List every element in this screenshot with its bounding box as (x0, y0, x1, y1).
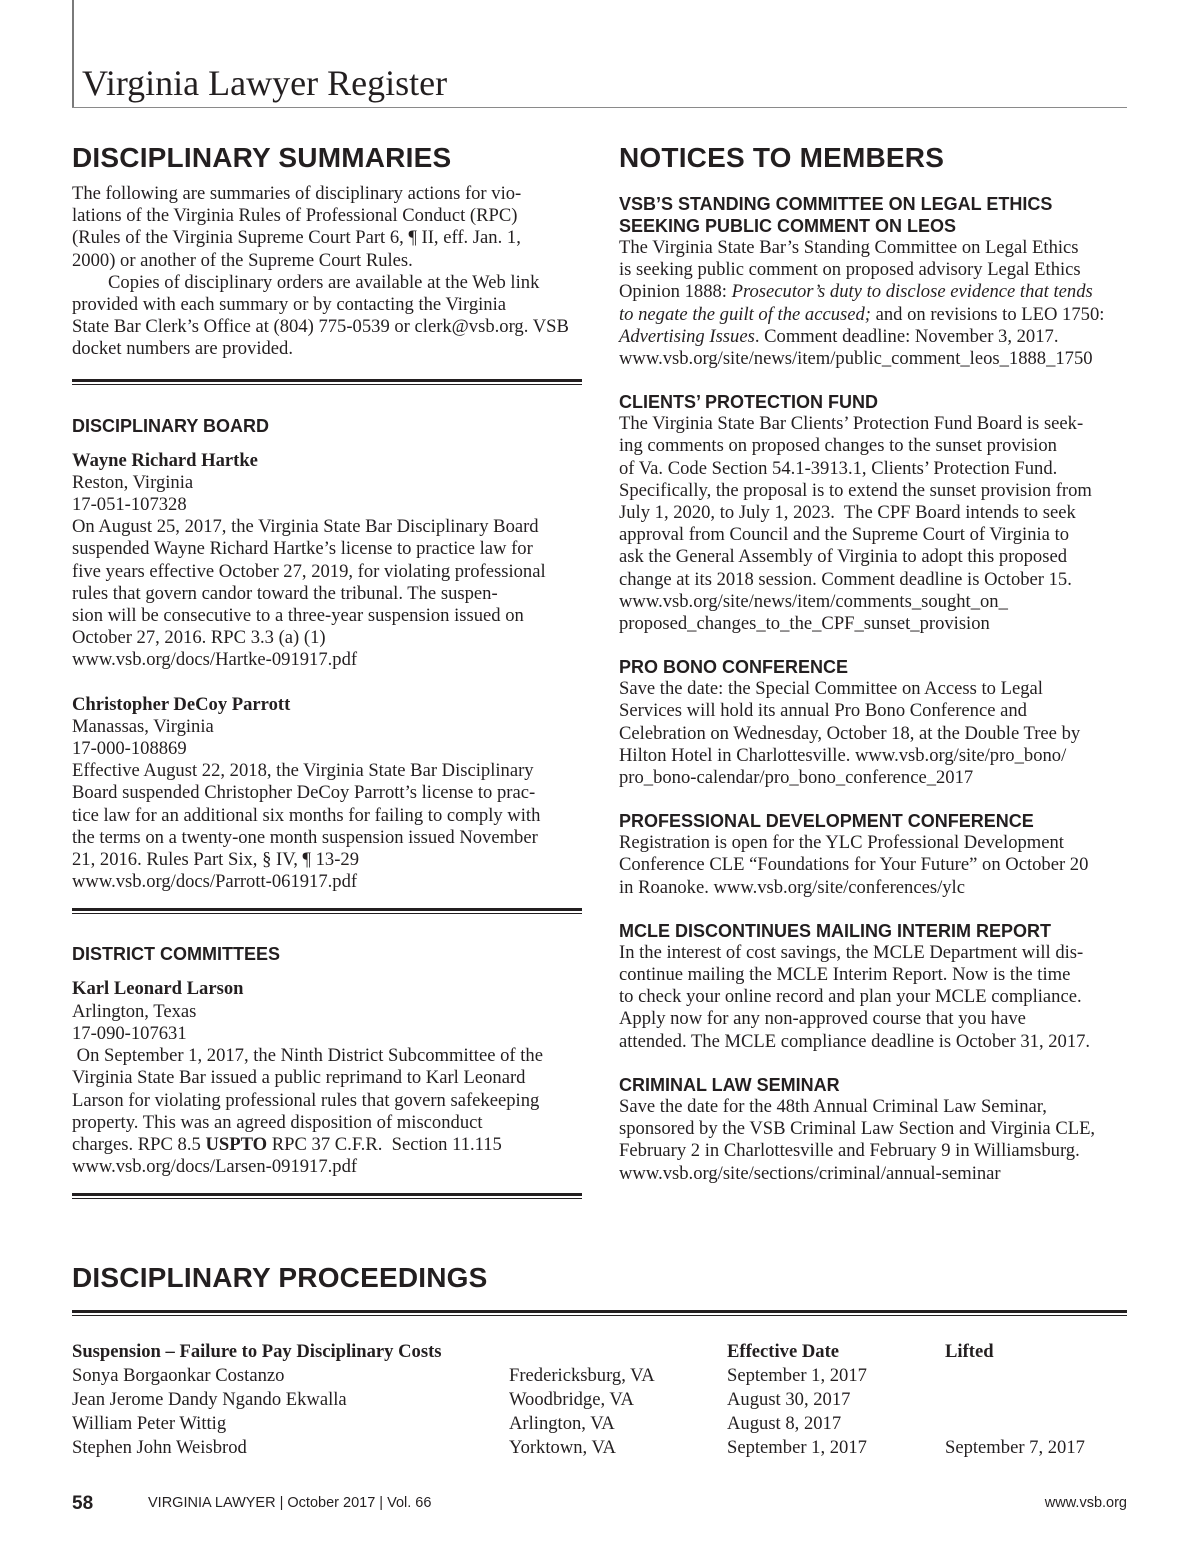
notices-column (619, 136, 1131, 1185)
notice-heading: PROFESSIONAL DEVELOPMENT CONFERENCE (619, 811, 1034, 832)
notice-link[interactable]: www.vsb.org/site/news/item/public_comment_leos_1888_1750 (619, 348, 1093, 370)
website-link[interactable]: www.vsb.org (1044, 1495, 1127, 1511)
docket-number: 17-000-108869 (72, 738, 187, 760)
respondent-name: Wayne Richard Hartke (72, 449, 258, 471)
column-header: Lifted (945, 1341, 994, 1362)
section-divider (72, 1193, 582, 1199)
order-link[interactable]: www.vsb.org/docs/Parrott-061917.pdf (72, 871, 358, 893)
subheading-disciplinary-board: DISCIPLINARY BOARD (72, 415, 270, 436)
notice-heading: VSB’S STANDING COMMITTEE ON LEGAL ETHICS SEEKING PUBLIC COMMENT ON LEOS (619, 194, 1053, 236)
intro-paragraph-2: Copies of disciplinary orders are available at the Web link provided with each summary or by contacting the Virginia State Bar Clerk’s Office at (804) 775-0539 or clerk@vsb.org. VSB docket numbers are provided. (72, 271, 569, 360)
proceedings-table (72, 1340, 1132, 1460)
notice-link[interactable]: www.vsb.org/site/news/item/comments_sought_on_ (619, 590, 1008, 612)
notice-professional-development: PROFESSIONAL DEVELOPMENT CONFERENCE Registration is open for the YLC Professional Development Conference CLE “Foundations for Your Future” on October 20 in Roanoke. www.vsb.org/site/conferences/ylc (619, 810, 1131, 899)
section-title-notices: NOTICES TO MEMBERS (619, 142, 945, 173)
table-header-row (72, 1340, 1132, 1364)
docket-number: 17-051-107328 (72, 494, 187, 516)
respondent-location: Manassas, Virginia (72, 715, 214, 737)
section-title-disciplinary-proceedings: DISCIPLINARY PROCEEDINGS (72, 1262, 488, 1293)
section-divider (72, 908, 582, 914)
notice-mcle: MCLE DISCONTINUES MAILING INTERIM REPORT In the interest of cost savings, the MCLE Department will dis- continue mailing the MCLE Interim Report. Now is the time to check your online record and plan your MCLE compliance. Apply now for any non-approved course that you have attended. The MCLE compliance deadline is October 31, 2017. (619, 920, 1131, 1053)
column-header: Effective Date (727, 1341, 840, 1362)
notice-heading: CRIMINAL LAW SEMINAR (619, 1074, 840, 1095)
notice-heading: MCLE DISCONTINUES MAILING INTERIM REPORT (619, 920, 1051, 941)
table-row: William Peter Wittig Arlington, VA August 8, 2017 (72, 1413, 842, 1434)
page-footer (72, 1493, 1127, 1519)
notice-link[interactable]: proposed_changes_to_the_CPF_sunset_provision (619, 613, 990, 635)
column-header (509, 1340, 727, 1364)
section-divider (72, 1310, 1127, 1316)
section-title-disciplinary-summaries: DISCIPLINARY SUMMARIES (72, 142, 452, 173)
summary-entry: Wayne Richard Hartke Reston, Virginia 17-051-107328 On August 25, 2017, the Virginia State Bar Disciplinary Board suspended Wayne Richard Hartke’s license to practice law for five years effective October 27, 2019, for violating professional rules that govern candor toward the tribunal. The suspen- sion will be consecutive to a three-year suspension issued on October 27, 2016. RPC 3.3 (a) (1) www.vsb.org/docs/Hartke-091917.pdf (72, 450, 582, 672)
order-link[interactable]: www.vsb.org/docs/Larsen-091917.pdf (72, 1156, 358, 1178)
subheading-district-committees: DISTRICT COMMITTEES (72, 944, 280, 965)
notice-heading: PRO BONO CONFERENCE (619, 657, 849, 678)
respondent-name: Christopher DeCoy Parrott (72, 693, 291, 715)
respondent-location: Reston, Virginia (72, 471, 194, 493)
notice-link[interactable]: pro_bono-calendar/pro_bono_conference_2017 (619, 767, 974, 789)
disciplinary-summaries-column (72, 136, 582, 1199)
notice-link[interactable]: www.vsb.org/site/sections/criminal/annual-seminar (619, 1162, 1001, 1184)
respondent-location: Arlington, Texas (72, 1000, 197, 1022)
column-header: Suspension – Failure to Pay Disciplinary Costs (72, 1341, 442, 1362)
table-row: Sonya Borgaonkar Costanzo Fredericksburg, VA September 1, 2017 (72, 1365, 867, 1386)
notice-criminal-law: CRIMINAL LAW SEMINAR Save the date for the 48th Annual Criminal Law Seminar, sponsored by the VSB Criminal Law Section and Virginia CLE, February 2 in Charlottesville and February 9 in Williamsburg. www.vsb.org/site/sections/criminal/annual-seminar (619, 1074, 1131, 1185)
header-vertical-rule (72, 0, 74, 108)
header-rule (72, 107, 1127, 108)
order-link[interactable]: www.vsb.org/docs/Hartke-091917.pdf (72, 649, 358, 671)
section-divider (72, 379, 582, 385)
intro-paragraph-1: The following are summaries of disciplinary actions for vio- lations of the Virginia Rules of Professional Conduct (RPC) (Rules of the Virginia Supreme Court Part 6, ¶ II, eff. Jan. 1, 2000) or another of the Supreme Court Rules. (72, 183, 522, 271)
publication-info: VIRGINIA LAWYER | October 2017 | Vol. 66 (148, 1495, 432, 1511)
notice-ethics: VSB’S STANDING COMMITTEE ON LEGAL ETHICS SEEKING PUBLIC COMMENT ON LEOS The Virginia State Bar’s Standing Committee on Legal Ethics is seeking public comment on proposed advisory Legal Ethics Opinion 1888: Prosecutor’s duty to disclose evidence that tends to negate the guilt of the accused; and on revisions to LEO 1750: Advertising Issues. Comment deadline: November 3, 2017. www.vsb.org/site/news/item/public_comment_leos_1888_1750 (619, 193, 1131, 370)
notice-heading: CLIENTS’ PROTECTION FUND (619, 392, 879, 413)
summary-entry: Karl Leonard Larson Arlington, Texas 17-090-107631 On September 1, 2017, the Ninth District Subcommittee of the Virginia State Bar issued a public reprimand to Karl Leonard Larson for violating professional rules that govern safekeeping property. This was an agreed disposition of misconduct charges. RPC 8.5 USPTO RPC 37 C.F.R. Section 11.115 www.vsb.org/docs/Larsen-091917.pdf (72, 978, 582, 1178)
summary-entry: Christopher DeCoy Parrott Manassas, Virginia 17-000-108869 Effective August 22, 2018, the Virginia State Bar Disciplinary Board suspended Christopher DeCoy Parrott’s license to prac- tice law for an additional six months for failing to comply with the terms on a twenty-one month suspension issued November 21, 2016. Rules Part Six, § IV, ¶ 13-29 www.vsb.org/docs/Parrott-061917.pdf (72, 694, 582, 894)
table-row: Jean Jerome Dandy Ngando Ekwalla Woodbridge, VA August 30, 2017 (72, 1389, 851, 1410)
table-row: Stephen John Weisbrod Yorktown, VA September 1, 2017 September 7, 2017 (72, 1437, 1085, 1458)
running-title: Virginia Lawyer Register (82, 63, 448, 103)
docket-number: 17-090-107631 (72, 1022, 187, 1044)
notice-pro-bono: PRO BONO CONFERENCE Save the date: the Special Committee on Access to Legal Services will hold its annual Pro Bono Conference and Celebration on Wednesday, October 18, at the Double Tree by Hilton Hotel in Charlottesville. www.vsb.org/site/pro_bono/ pro_bono-calendar/pro_bono_conference_2017 (619, 656, 1131, 789)
notice-cpf: CLIENTS’ PROTECTION FUND The Virginia State Bar Clients’ Protection Fund Board is seek- ing comments on proposed changes to the sunset provision of Va. Code Section 54.1-3913.1, Clients’ Protection Fund. Specifically, the proposal is to extend the sunset provision from July 1, 2020, to July 1, 2023. The CPF Board intends to seek approval from Council and the Supreme Court of Virginia to ask the General Assembly of Virginia to adopt this proposed change at its 2018 session. Comment deadline is October 15. www.vsb.org/site/news/item/comments_sought_on_ proposed_changes_to_the_CPF_sunset_provision (619, 391, 1131, 635)
page-number: 58 (72, 1493, 94, 1514)
respondent-name: Karl Leonard Larson (72, 978, 244, 1000)
